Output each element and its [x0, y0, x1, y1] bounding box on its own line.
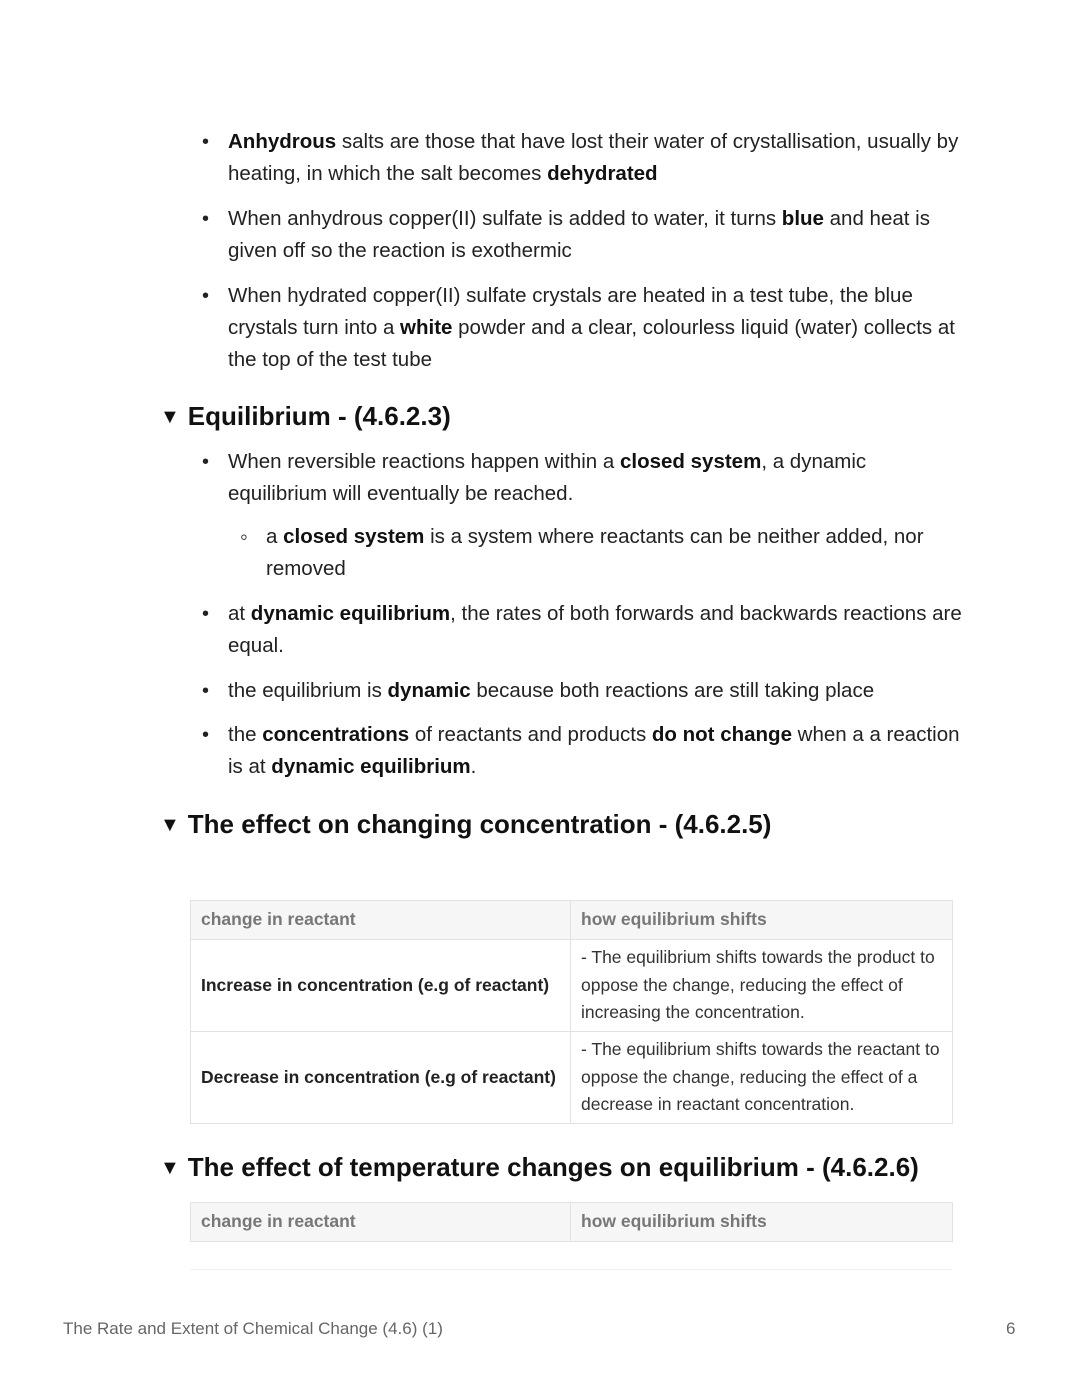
- column-header: change in reactant: [191, 1203, 571, 1242]
- concentration-table: [190, 900, 953, 1124]
- list-item: • When anhydrous copper(II) sulfate is added to water, it turns blue and heat is given off so the reaction is exothermic: [206, 203, 966, 267]
- equilibrium-bullet-list-2: [206, 598, 966, 783]
- table-cell: - The equilibrium shifts towards the product to oppose the change, reducing the effect of increasing the concentration.: [571, 940, 953, 1032]
- temperature-toggle-heading[interactable]: [160, 1152, 919, 1183]
- table-header-row: [191, 1203, 953, 1242]
- list-item: • Anhydrous salts are those that have lost their water of crystallisation, usually by heating, in which the salt becomes dehydrated: [206, 126, 966, 190]
- disclosure-triangle-icon[interactable]: ▼: [160, 406, 180, 428]
- equilibrium-toggle-heading[interactable]: [160, 401, 451, 432]
- equilibrium-bullet-list: [206, 446, 966, 510]
- list-item: • the concentrations of reactants and products do not change when a a reaction is at dynamic equilibrium.: [206, 719, 966, 783]
- equilibrium-sub-list: [244, 521, 964, 585]
- footer-title: The Rate and Extent of Chemical Change (4.6) (1): [63, 1319, 443, 1338]
- section-title: The effect of temperature changes on equilibrium - (4.6.2.6): [187, 1152, 919, 1182]
- salts-bullet-list: [206, 126, 966, 376]
- page-number: 6: [1006, 1319, 1016, 1338]
- column-header: how equilibrium shifts: [571, 1203, 953, 1242]
- table-row: [191, 940, 953, 1032]
- concentration-toggle-heading[interactable]: [160, 809, 771, 840]
- column-header: change in reactant: [191, 901, 571, 940]
- table-cell: Decrease in concentration (e.g of reactant): [191, 1032, 571, 1124]
- section-title: Equilibrium - (4.6.2.3): [187, 401, 451, 431]
- table-cell: Increase in concentration (e.g of reactant): [191, 940, 571, 1032]
- divider: [190, 1269, 952, 1270]
- disclosure-triangle-icon[interactable]: ▼: [160, 1157, 180, 1179]
- list-item: • When reversible reactions happen within a closed system, a dynamic equilibrium will eventually be reached.: [206, 446, 966, 510]
- temperature-table: [190, 1202, 953, 1242]
- section-title: The effect on changing concentration - (4.6.2.5): [187, 809, 772, 839]
- list-item: • When hydrated copper(II) sulfate crystals are heated in a test tube, the blue crystals turn into a white powder and a clear, colourless liquid (water) collects at the top of the test tube: [206, 280, 966, 376]
- list-item: • at dynamic equilibrium, the rates of both forwards and backwards reactions are equal.: [206, 598, 966, 662]
- list-item: ◦ a closed system is a system where reactants can be neither added, nor removed: [244, 521, 964, 585]
- table-header-row: [191, 901, 953, 940]
- disclosure-triangle-icon[interactable]: ▼: [160, 814, 180, 836]
- table-cell: - The equilibrium shifts towards the reactant to oppose the change, reducing the effect of a decrease in reactant concentration.: [571, 1032, 953, 1124]
- table-row: [191, 1032, 953, 1124]
- list-item: • the equilibrium is dynamic because both reactions are still taking place: [206, 675, 966, 707]
- column-header: how equilibrium shifts: [571, 901, 953, 940]
